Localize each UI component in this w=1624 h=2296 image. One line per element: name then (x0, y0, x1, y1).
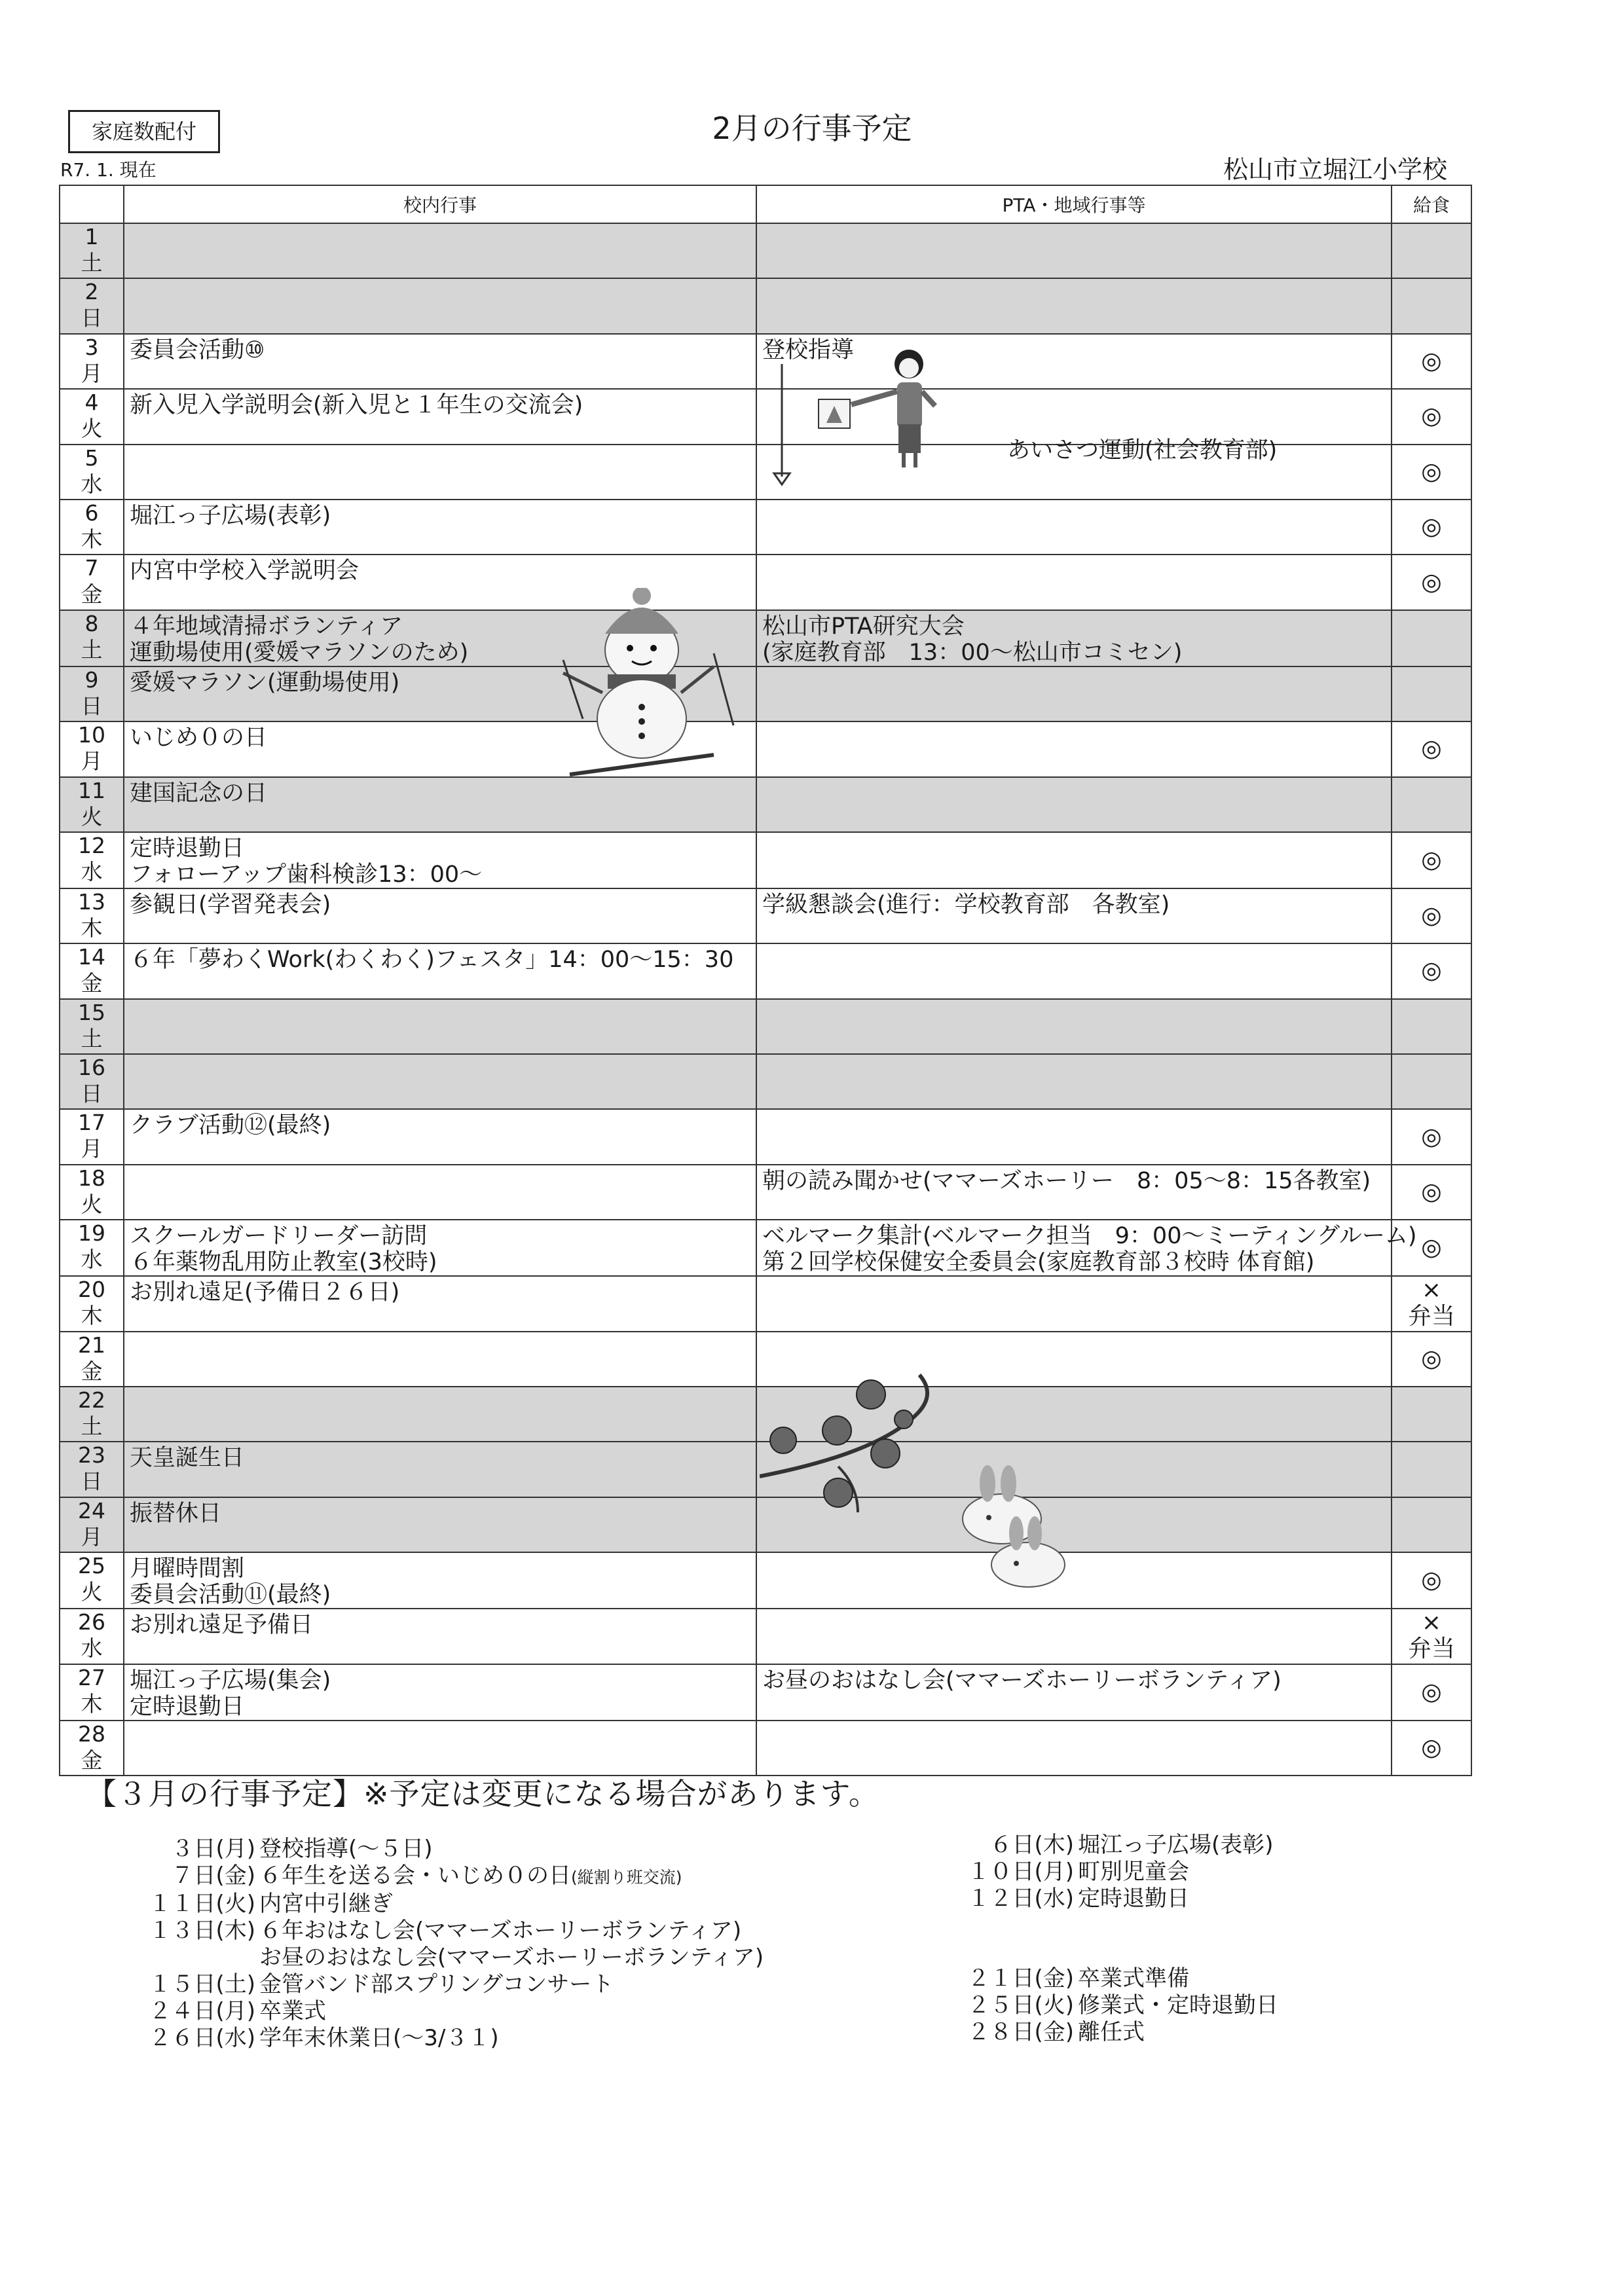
table-row (60, 278, 1471, 333)
march-event-date: １５日(土) (149, 1971, 255, 1997)
march-event-text: 離任式 (1078, 2019, 1145, 2045)
lunch-mark: ◎ (1421, 957, 1442, 985)
date-cell (60, 500, 124, 555)
march-event-date: ２１日(金) (967, 1965, 1074, 1992)
march-event-item (131, 1998, 764, 2025)
event-line: 運動場使用(愛媛マラソンのため) (130, 639, 469, 666)
march-event-date: ２５日(火) (967, 1992, 1074, 2018)
table-row (60, 223, 1471, 278)
date-cell (60, 445, 124, 500)
march-list-right-top (950, 1832, 1274, 1912)
day-number: 16 (78, 1055, 105, 1081)
pta-event-cell (756, 1220, 1417, 1276)
lunch-cell (1392, 1332, 1471, 1387)
table-row (60, 832, 1471, 888)
march-event-date: ３日(月) (171, 1836, 255, 1862)
distribution-tag: 家庭数配付 (68, 110, 220, 153)
lunch-cell (1392, 1442, 1471, 1497)
event-line: 堀江っ子広場(集会) (130, 1667, 331, 1694)
event-line: ６年「夢わくWork(わくわく)フェスタ」14：00～15：30 (130, 947, 734, 974)
event-line: 愛媛マラソン(運動場使用) (130, 669, 400, 696)
lunch-cell (1392, 721, 1471, 776)
march-event-text: ６年おはなし会(ママーズホーリーボランティア) (259, 1918, 742, 1944)
day-of-week: 土 (81, 250, 103, 276)
pta-event-cell (756, 1054, 1392, 1109)
school-event-cell (124, 777, 756, 832)
plum-branch-illustration (760, 1368, 1067, 1591)
school-event-cell (124, 1220, 756, 1276)
lunch-cell (1392, 1109, 1471, 1164)
date-cell (60, 278, 124, 333)
day-of-week: 金 (81, 970, 103, 996)
lunch-cell (1392, 389, 1471, 444)
date-cell (60, 555, 124, 610)
school-event-cell (124, 1276, 756, 1331)
snowman-illustration (537, 588, 747, 784)
march-list-right-bottom (950, 1965, 1278, 2046)
greeting-illustration (766, 346, 982, 490)
lunch-mark: ◎ (1421, 846, 1442, 873)
event-line: (家庭教育部 13：00～松山市コミセン) (762, 639, 1183, 666)
event-line: 松山市PTA研究大会 (762, 613, 965, 640)
day-number: 18 (78, 1165, 105, 1191)
day-number: 3 (84, 334, 99, 360)
lunch-mark: ◎ (1421, 1123, 1442, 1150)
day-number: 8 (84, 610, 99, 636)
pta-event-cell (756, 1276, 1392, 1331)
lunch-mark: ◎ (1421, 902, 1442, 930)
event-line: お別れ遠足予備日 (130, 1612, 314, 1639)
date-cell (60, 610, 124, 666)
school-event-cell (124, 1387, 756, 1442)
march-event-date: １２日(水) (967, 1886, 1074, 1912)
day-number: 26 (78, 1609, 105, 1635)
pta-event-cell (756, 610, 1392, 666)
pta-event-cell (756, 500, 1392, 555)
march-event-date: ６日(木) (989, 1832, 1074, 1858)
lunch-cell (1392, 1165, 1471, 1220)
date-cell (60, 888, 124, 943)
date-cell (60, 832, 124, 888)
lunch-mark: ◎ (1421, 735, 1442, 763)
table-row (60, 1609, 1471, 1664)
event-line: ６年薬物乱用防止教室(3校時) (130, 1249, 437, 1276)
march-event-text: 登校指導(～５日) (259, 1836, 433, 1862)
as-of-date: R7. 1. 現在 (60, 159, 157, 181)
school-event-cell (124, 1332, 756, 1387)
march-event-item (950, 1859, 1274, 1886)
march-event-text: 内宮中引継ぎ (259, 1891, 393, 1917)
table-row (60, 1054, 1471, 1109)
day-number: 2 (84, 279, 99, 305)
date-cell (60, 943, 124, 998)
table-row (60, 888, 1471, 943)
table-row (60, 334, 1471, 389)
march-event-item (131, 1891, 764, 1918)
school-event-cell (124, 943, 756, 998)
day-of-week: 水 (81, 1247, 103, 1273)
march-schedule-title: 【３月の行事予定】※予定は変更になる場合があります。 (86, 1776, 879, 1812)
day-number: 10 (78, 722, 105, 748)
event-line: いじめ０の日 (130, 725, 268, 752)
event-line: スクールガードリーダー訪問 (130, 1223, 428, 1250)
date-cell (60, 1332, 124, 1387)
date-cell (60, 334, 124, 389)
lunch-header: 給食 (1392, 185, 1471, 223)
school-event-cell (124, 999, 756, 1054)
march-event-text: 金管バンド部スプリングコンサート (259, 1971, 614, 1997)
table-row (60, 721, 1471, 776)
march-event-item (950, 1992, 1278, 2019)
school-event-cell (124, 1552, 756, 1609)
pta-events-header: PTA・地域行事等 (756, 185, 1392, 223)
school-event-cell (124, 223, 756, 278)
march-event-date: ２８日(金) (967, 2019, 1074, 2045)
pta-event-cell (756, 1165, 1392, 1220)
day-of-week: 日 (81, 305, 103, 331)
date-cell (60, 1664, 124, 1721)
pta-event-cell (756, 999, 1392, 1054)
pta-event-cell (756, 943, 1392, 998)
event-line: 月曜時間割 (130, 1556, 245, 1582)
school-event-cell (124, 1442, 756, 1497)
table-row (60, 943, 1471, 998)
march-event-text: 学年末休業日(～3/３１) (259, 2025, 499, 2051)
lunch-cell (1392, 1497, 1471, 1552)
pta-event-cell (756, 666, 1392, 721)
lunch-mark: ◎ (1421, 1345, 1442, 1372)
day-of-week: 木 (81, 526, 103, 552)
day-of-week: 木 (81, 1690, 103, 1717)
march-list-left (131, 1836, 764, 2052)
date-cell (60, 1109, 124, 1164)
march-event-date: １０日(月) (967, 1859, 1074, 1885)
march-event-item (950, 1886, 1274, 1912)
march-event-date: ２６日(水) (149, 2025, 255, 2051)
event-line: 振替休日 (130, 1500, 222, 1527)
lunch-mark: × (1421, 1609, 1442, 1637)
pta-event-cell (756, 777, 1392, 832)
march-event-date: ７日(金) (171, 1863, 255, 1889)
day-of-week: 月 (81, 1136, 103, 1162)
school-event-cell (124, 1054, 756, 1109)
school-events-header: 校内行事 (124, 185, 756, 223)
lunch-cell (1392, 1387, 1471, 1442)
pta-event-cell (756, 721, 1392, 776)
event-line: 委員会活動⑩ (130, 337, 265, 363)
school-event-cell (124, 278, 756, 333)
lunch-cell (1392, 555, 1471, 610)
school-event-cell (124, 1664, 756, 1721)
event-line: フォローアップ歯科検診13：00～ (130, 861, 483, 888)
march-event-item (131, 1944, 764, 1971)
table-row (60, 1664, 1471, 1721)
date-cell (60, 1054, 124, 1109)
event-line: 登校指導 (762, 337, 855, 363)
march-event-text: 修業式・定時退勤日 (1078, 1992, 1278, 2018)
day-number: 9 (84, 666, 99, 693)
lunch-cell (1392, 1054, 1471, 1109)
table-row (60, 666, 1471, 721)
day-of-week: 火 (81, 803, 103, 829)
school-event-cell (124, 1609, 756, 1664)
day-number: 14 (78, 944, 105, 970)
date-cell (60, 1387, 124, 1442)
lunch-cell (1392, 777, 1471, 832)
march-event-item (950, 1832, 1274, 1859)
school-event-cell (124, 888, 756, 943)
school-event-cell (124, 1165, 756, 1220)
day-of-week: 木 (81, 915, 103, 941)
school-event-cell (124, 445, 756, 500)
march-event-item (131, 1971, 764, 1998)
lunch-cell (1392, 666, 1471, 721)
event-line: 建国記念の日 (130, 780, 268, 807)
day-of-week: 月 (81, 748, 103, 774)
pta-event-cell (756, 1721, 1392, 1776)
date-cell (60, 1721, 124, 1776)
day-number: 22 (78, 1387, 105, 1413)
lunch-cell (1392, 832, 1471, 888)
date-cell (60, 1609, 124, 1664)
lunch-mark: ◎ (1421, 458, 1442, 485)
day-number: 21 (78, 1332, 105, 1358)
day-of-week: 日 (81, 693, 103, 719)
march-event-text: 町別児童会 (1078, 1859, 1189, 1885)
lunch-cell (1392, 888, 1471, 943)
lunch-mark: ◎ (1421, 403, 1442, 430)
march-event-item (131, 1918, 764, 1944)
day-of-week: 水 (81, 858, 103, 884)
lunch-cell (1392, 500, 1471, 555)
day-number: 1 (84, 224, 99, 249)
event-line: お別れ遠足(予備日２６日) (130, 1279, 400, 1306)
lunch-cell (1392, 610, 1471, 666)
school-event-cell (124, 500, 756, 555)
day-of-week: 日 (81, 1468, 103, 1495)
march-event-item (131, 1863, 764, 1891)
pta-event-cell (756, 1664, 1392, 1721)
lunch-cell (1392, 278, 1471, 333)
march-event-text: 卒業式 (259, 1998, 326, 2024)
march-event-date: １１日(火) (149, 1891, 255, 1917)
day-number: 20 (78, 1277, 105, 1303)
day-of-week: 金 (81, 581, 103, 608)
lunch-cell (1392, 1664, 1471, 1721)
school-name: 松山市立堀江小学校 (1223, 155, 1447, 184)
date-cell (60, 1442, 124, 1497)
date-cell (60, 721, 124, 776)
lunch-cell (1392, 1721, 1471, 1776)
date-cell (60, 777, 124, 832)
day-number: 24 (78, 1497, 105, 1523)
lunch-note: 弁当 (1407, 1303, 1455, 1330)
lunch-mark: ◎ (1421, 1567, 1442, 1594)
lunch-mark: ◎ (1421, 1734, 1442, 1761)
event-line: 朝の読み聞かせ(ママーズホーリー 8：05～8：15各教室) (762, 1167, 1371, 1194)
march-event-text: 卒業式準備 (1078, 1965, 1189, 1992)
lunch-mark: × (1421, 1277, 1442, 1304)
day-number: 5 (84, 445, 99, 471)
march-event-text: 堀江っ子広場(表彰) (1078, 1832, 1274, 1858)
lunch-cell (1392, 999, 1471, 1054)
event-line: 天皇誕生日 (130, 1445, 245, 1472)
table-row (60, 1109, 1471, 1164)
day-number: 28 (78, 1721, 105, 1747)
lunch-cell (1392, 1552, 1471, 1609)
day-of-week: 日 (81, 1081, 103, 1107)
page-title: 2月の行事予定 (712, 111, 912, 146)
table-row (60, 1276, 1471, 1331)
march-event-item (131, 2025, 764, 2052)
lunch-mark: ◎ (1421, 1678, 1442, 1705)
march-event-note: (縦割り班交流) (571, 1868, 682, 1887)
day-of-week: 火 (81, 1191, 103, 1217)
day-of-week: 金 (81, 1358, 103, 1384)
table-row (60, 777, 1471, 832)
event-line: お昼のおはなし会(ママーズホーリーボランティア) (762, 1667, 1282, 1694)
date-cell (60, 1497, 124, 1552)
event-line: 新入児入学説明会(新入児と１年生の交流会) (130, 392, 583, 419)
lunch-cell (1392, 223, 1471, 278)
march-event-text: 定時退勤日 (1078, 1886, 1189, 1912)
greeting-campaign-label: あいさつ運動(社会教育部) (1007, 437, 1278, 464)
date-cell (60, 999, 124, 1054)
day-of-week: 水 (81, 1635, 103, 1662)
lunch-cell (1392, 943, 1471, 998)
day-of-week: 土 (81, 636, 103, 663)
lunch-note: 弁当 (1407, 1635, 1455, 1663)
school-event-cell (124, 1109, 756, 1164)
table-row (60, 1721, 1471, 1776)
day-number: 7 (84, 555, 99, 581)
day-of-week: 月 (81, 1523, 103, 1550)
day-number: 23 (78, 1442, 105, 1468)
march-event-item (131, 1836, 764, 1863)
pta-event-cell (756, 1609, 1392, 1664)
date-cell (60, 1220, 124, 1276)
event-line: 定時退勤日 (130, 835, 245, 862)
day-number: 4 (84, 390, 99, 416)
lunch-cell (1392, 445, 1471, 500)
school-event-cell (124, 389, 756, 444)
pta-event-cell (756, 278, 1392, 333)
march-event-text: お昼のおはなし会(ママーズホーリーボランティア) (259, 1944, 764, 1971)
event-line: 定時退勤日 (130, 1693, 245, 1720)
day-number: 13 (78, 888, 105, 915)
lunch-mark: ◎ (1421, 1178, 1442, 1206)
event-line: 第２回学校保健安全委員会(家庭教育部３校時 体育館) (762, 1249, 1315, 1276)
day-number: 11 (78, 777, 105, 803)
date-cell (60, 666, 124, 721)
school-event-cell (124, 334, 756, 389)
day-number: 6 (84, 500, 99, 526)
day-of-week: 火 (81, 416, 103, 442)
march-event-text: ６年生を送る会・いじめ０の日 (259, 1863, 571, 1889)
day-of-week: 木 (81, 1303, 103, 1329)
table-row (60, 500, 1471, 555)
day-number: 19 (78, 1220, 105, 1247)
event-line: 堀江っ子広場(表彰) (130, 502, 331, 529)
pta-event-cell (756, 888, 1392, 943)
event-line: ベルマーク集計(ベルマーク担当 9：00～ミーティングルーム) (762, 1223, 1417, 1250)
day-number: 12 (78, 832, 105, 858)
school-event-cell (124, 832, 756, 888)
day-of-week: 金 (81, 1747, 103, 1773)
date-cell (60, 223, 124, 278)
day-of-week: 土 (81, 1025, 103, 1051)
day-number: 17 (78, 1110, 105, 1136)
lunch-cell (1392, 334, 1471, 389)
table-row (60, 1165, 1471, 1220)
table-row (60, 999, 1471, 1054)
pta-event-cell (756, 1109, 1392, 1164)
date-cell (60, 1276, 124, 1331)
march-event-item (950, 2019, 1278, 2046)
table-header-row (60, 185, 1471, 223)
lunch-mark: ◎ (1421, 513, 1442, 541)
lunch-mark: ◎ (1421, 347, 1442, 374)
lunch-mark: ◎ (1421, 568, 1442, 596)
pta-event-cell (756, 223, 1392, 278)
pta-event-cell (756, 832, 1392, 888)
march-event-date: ２４日(月) (149, 1998, 255, 2024)
day-of-week: 水 (81, 471, 103, 497)
lunch-cell (1392, 1276, 1471, 1331)
date-cell (60, 1165, 124, 1220)
table-row (60, 1220, 1471, 1276)
day-of-week: 火 (81, 1579, 103, 1605)
event-line: 内宮中学校入学説明会 (130, 558, 360, 585)
pta-event-cell (756, 555, 1392, 610)
march-event-item (950, 1965, 1278, 1992)
date-cell (60, 1552, 124, 1609)
date-header (60, 185, 124, 223)
march-event-date: １３日(木) (149, 1918, 255, 1944)
day-of-week: 土 (81, 1413, 103, 1440)
day-number: 27 (78, 1664, 105, 1690)
event-line: クラブ活動⑫(最終) (130, 1112, 331, 1139)
event-line: 参観日(学習発表会) (130, 891, 331, 918)
event-line: ４年地域清掃ボランティア (130, 613, 403, 640)
school-event-cell (124, 1497, 756, 1552)
date-cell (60, 389, 124, 444)
school-event-cell (124, 1721, 756, 1776)
event-line: 委員会活動⑪(最終) (130, 1582, 331, 1609)
table-row (60, 555, 1471, 610)
day-of-week: 月 (81, 360, 103, 386)
day-number: 25 (78, 1553, 105, 1579)
event-line: 学級懇談会(進行：学校教育部 各教室) (762, 891, 1170, 918)
lunch-mark: ◎ (1421, 1234, 1442, 1262)
table-row (60, 610, 1471, 666)
lunch-cell (1392, 1609, 1471, 1664)
day-number: 15 (78, 999, 105, 1025)
